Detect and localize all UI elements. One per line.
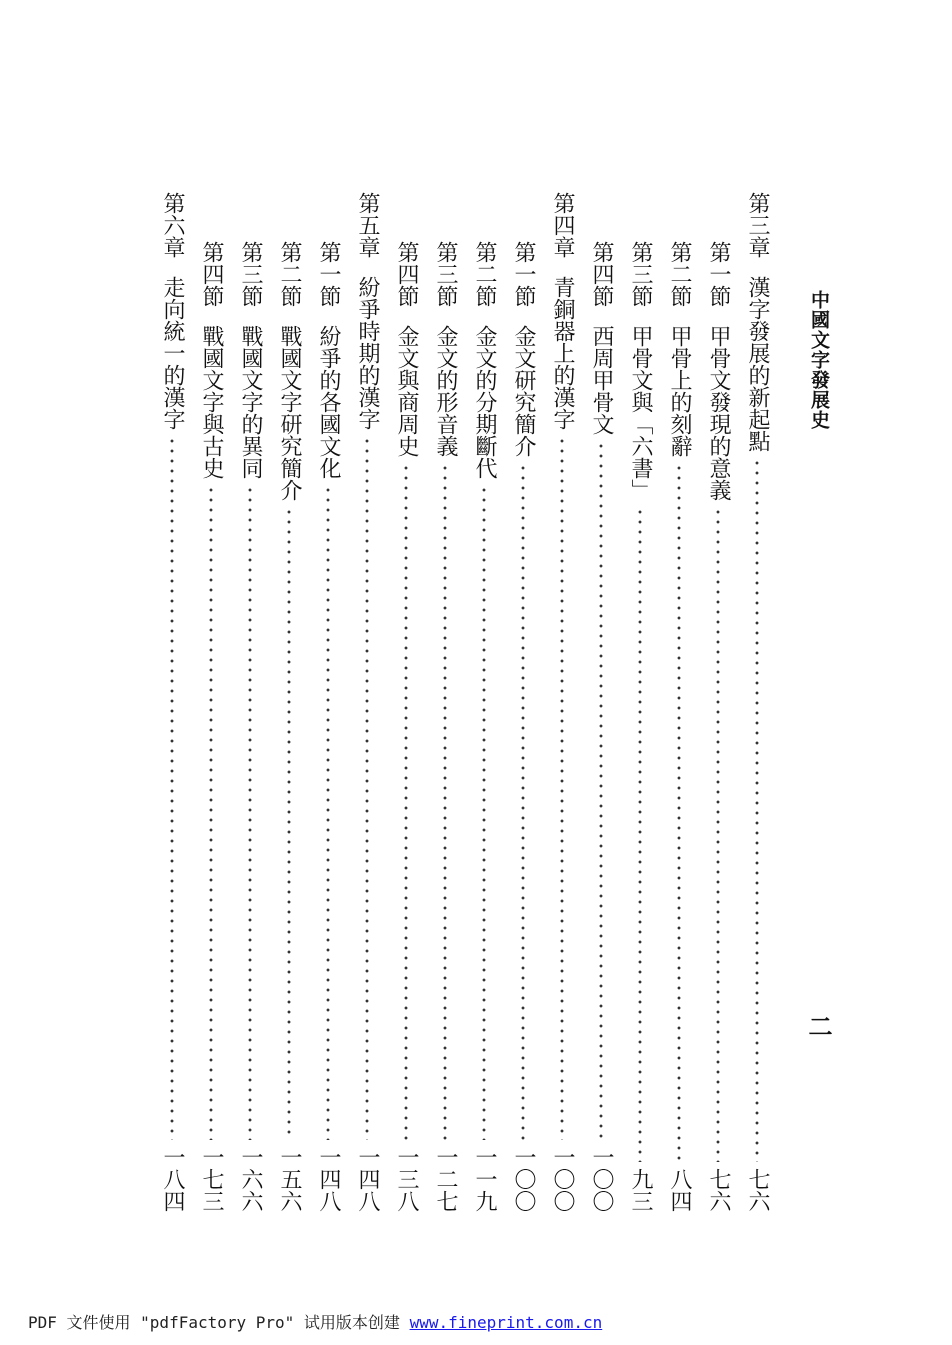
pdf-watermark-footer (28, 1310, 602, 1333)
entry-title: 甲骨文發現的意義 (706, 325, 731, 501)
entry-label: 第四節 (589, 241, 614, 307)
toc-entry-section (389, 192, 423, 1212)
entry-title: 紛爭的各國文化 (316, 325, 341, 479)
entry-page: 一四八 (316, 1146, 341, 1212)
toc-entry-section (467, 192, 501, 1212)
entry-label: 第一節 (511, 241, 536, 307)
entry-page: 一六六 (238, 1146, 263, 1212)
entry-page: 一五六 (277, 1146, 302, 1212)
toc-entry-chapter (155, 192, 189, 1212)
entry-label: 第四節 (394, 241, 419, 307)
toc-entry-section (233, 192, 267, 1212)
dot-leader (389, 463, 423, 1140)
toc-entry-section (194, 192, 228, 1212)
entry-label: 第三節 (628, 241, 653, 307)
dot-leader (545, 436, 579, 1140)
toc-entry-chapter (740, 192, 774, 1212)
dot-leader (194, 485, 228, 1140)
entry-label: 第一節 (706, 241, 731, 307)
entry-label: 第三節 (238, 241, 263, 307)
entry-label: 第三節 (433, 241, 458, 307)
entry-page: 一〇〇 (511, 1146, 536, 1212)
dot-leader (233, 485, 267, 1140)
entry-page: 一四八 (355, 1146, 380, 1212)
dot-leader (155, 436, 189, 1140)
entry-title: 金文的形音義 (433, 325, 458, 457)
entry-label: 第四章 (550, 192, 575, 258)
footer-text: PDF 文件使用 "pdfFactory Pro" 试用版本创建 (28, 1313, 410, 1332)
entry-title: 戰國文字與古史 (199, 325, 224, 479)
entry-title: 西周甲骨文 (589, 325, 614, 435)
entry-label: 第四節 (199, 241, 224, 307)
entry-page: 一一九 (472, 1146, 497, 1212)
entry-page: 一〇〇 (589, 1146, 614, 1212)
entry-page: 一八四 (160, 1146, 185, 1212)
entry-page: 一〇〇 (550, 1146, 575, 1212)
entry-page: 一三八 (394, 1146, 419, 1212)
running-title: 中國文字發展史 (808, 290, 830, 430)
dot-leader (428, 463, 462, 1140)
dot-leader (311, 485, 345, 1140)
entry-page: 七六 (706, 1168, 731, 1212)
toc-entry-chapter (350, 192, 384, 1212)
dot-leader (740, 458, 774, 1162)
footer-link[interactable]: www.fineprint.com.cn (409, 1313, 603, 1332)
toc-entry-section (428, 192, 462, 1212)
entry-title: 漢字發展的新起點 (745, 276, 770, 452)
entry-label: 第六章 (160, 192, 185, 258)
entry-title: 戰國文字研究簡介 (277, 325, 302, 501)
entry-label: 第三章 (745, 192, 770, 258)
dot-leader (506, 463, 540, 1140)
dot-leader (701, 507, 735, 1162)
entry-page: 一二七 (433, 1146, 458, 1212)
entry-label: 第五章 (355, 192, 380, 258)
dot-leader (584, 441, 618, 1140)
toc-entry-section (272, 192, 306, 1212)
toc-entry-section (311, 192, 345, 1212)
entry-title: 戰國文字的異同 (238, 325, 263, 479)
toc-entry-section (506, 192, 540, 1212)
page-number: 二 (804, 1014, 833, 1038)
toc-entry-section (701, 192, 735, 1212)
entry-page: 八四 (667, 1168, 692, 1212)
entry-title: 青銅器上的漢字 (550, 276, 575, 430)
entry-title: 甲骨上的刻辭 (667, 325, 692, 457)
toc-entry-chapter (545, 192, 579, 1212)
toc-entry-section (662, 192, 696, 1212)
entry-title: 金文與商周史 (394, 325, 419, 457)
toc-entry-section (623, 192, 657, 1212)
entry-title: 紛爭時期的漢字 (355, 276, 380, 430)
toc-entry-section (584, 192, 618, 1212)
entry-title: 走向統一的漢字 (160, 276, 185, 430)
entry-label: 第一節 (316, 241, 341, 307)
entry-label: 第二節 (277, 241, 302, 307)
entry-page: 九三 (628, 1168, 653, 1212)
dot-leader (623, 507, 657, 1162)
entry-title: 金文研究簡介 (511, 325, 536, 457)
entry-title: 金文的分期斷代 (472, 325, 497, 479)
dot-leader (272, 507, 306, 1140)
entry-label: 第二節 (667, 241, 692, 307)
dot-leader (467, 485, 501, 1140)
dot-leader (350, 436, 384, 1140)
entry-page: 一七三 (199, 1146, 224, 1212)
entry-title: 甲骨文與「六書」 (628, 325, 653, 501)
entry-label: 第二節 (472, 241, 497, 307)
dot-leader (662, 463, 696, 1162)
entry-page: 七六 (745, 1168, 770, 1212)
